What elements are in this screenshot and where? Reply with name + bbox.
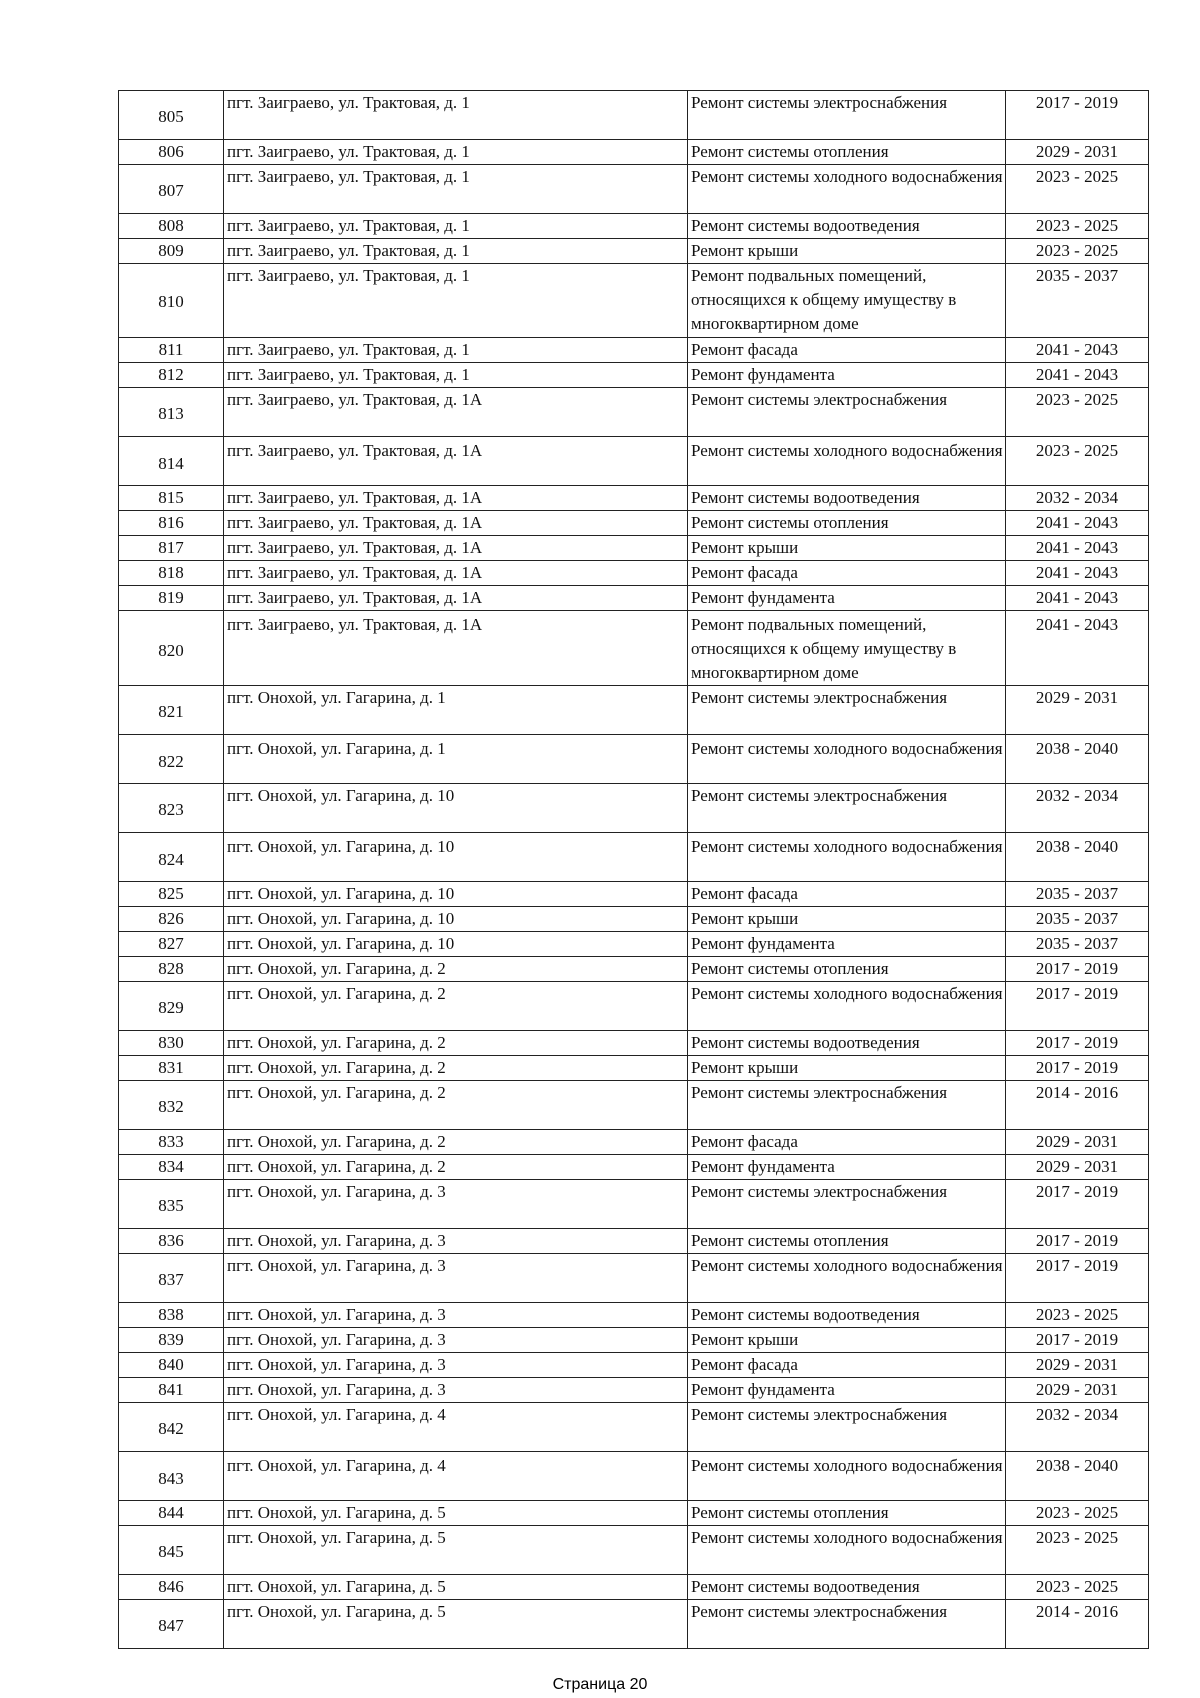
- row-number-cell: 806: [119, 140, 224, 165]
- table-row: [119, 363, 1149, 388]
- row-number-cell: 840: [119, 1353, 224, 1378]
- table-row: [119, 982, 1149, 1031]
- period-cell: 2017 - 2019: [1006, 1056, 1149, 1081]
- work-type-cell: Ремонт системы отопления: [688, 1229, 1006, 1254]
- period-cell: 2017 - 2019: [1006, 1031, 1149, 1056]
- work-type-cell: Ремонт системы электроснабжения: [688, 388, 1006, 437]
- address-cell: пгт. Онохой, ул. Гагарина, д. 1: [224, 735, 688, 784]
- table-row: [119, 1600, 1149, 1649]
- row-number-cell: 805: [119, 91, 224, 140]
- row-number-cell: 838: [119, 1303, 224, 1328]
- period-cell: 2017 - 2019: [1006, 1180, 1149, 1229]
- period-cell: 2017 - 2019: [1006, 982, 1149, 1031]
- address-cell: пгт. Онохой, ул. Гагарина, д. 10: [224, 833, 688, 882]
- table-row: [119, 1056, 1149, 1081]
- work-type-cell: Ремонт системы водоотведения: [688, 214, 1006, 239]
- row-number-cell: 839: [119, 1328, 224, 1353]
- address-cell: пгт. Заиграево, ул. Трактовая, д. 1А: [224, 536, 688, 561]
- table-row: [119, 338, 1149, 363]
- row-number-cell: 818: [119, 561, 224, 586]
- row-number-cell: 812: [119, 363, 224, 388]
- row-number-cell: 824: [119, 833, 224, 882]
- period-cell: 2041 - 2043: [1006, 611, 1149, 686]
- work-type-cell: Ремонт системы холодного водоснабжения: [688, 735, 1006, 784]
- table-row: [119, 140, 1149, 165]
- table-row: [119, 1081, 1149, 1130]
- period-cell: 2035 - 2037: [1006, 907, 1149, 932]
- work-type-cell: Ремонт системы электроснабжения: [688, 686, 1006, 735]
- row-number-cell: 832: [119, 1081, 224, 1130]
- work-type-cell: Ремонт системы холодного водоснабжения: [688, 982, 1006, 1031]
- period-cell: 2017 - 2019: [1006, 1229, 1149, 1254]
- period-cell: 2023 - 2025: [1006, 165, 1149, 214]
- table-row: [119, 437, 1149, 486]
- work-type-cell: Ремонт системы водоотведения: [688, 1031, 1006, 1056]
- period-cell: 2029 - 2031: [1006, 1353, 1149, 1378]
- table-row: [119, 1575, 1149, 1600]
- row-number-cell: 817: [119, 536, 224, 561]
- address-cell: пгт. Заиграево, ул. Трактовая, д. 1: [224, 165, 688, 214]
- address-cell: пгт. Онохой, ул. Гагарина, д. 5: [224, 1501, 688, 1526]
- address-cell: пгт. Онохой, ул. Гагарина, д. 3: [224, 1229, 688, 1254]
- address-cell: пгт. Заиграево, ул. Трактовая, д. 1А: [224, 511, 688, 536]
- address-cell: пгт. Онохой, ул. Гагарина, д. 3: [224, 1378, 688, 1403]
- period-cell: 2023 - 2025: [1006, 437, 1149, 486]
- work-type-cell: Ремонт крыши: [688, 1056, 1006, 1081]
- row-number-cell: 809: [119, 239, 224, 264]
- row-number-cell: 845: [119, 1526, 224, 1575]
- period-cell: 2023 - 2025: [1006, 239, 1149, 264]
- period-cell: 2029 - 2031: [1006, 1378, 1149, 1403]
- work-type-cell: Ремонт фундамента: [688, 363, 1006, 388]
- work-type-cell: Ремонт подвальных помещений, относящихся к общему имуществу в многоквартирном доме: [688, 611, 1006, 686]
- table-row: [119, 1328, 1149, 1353]
- period-cell: 2029 - 2031: [1006, 686, 1149, 735]
- row-number-cell: 810: [119, 264, 224, 338]
- address-cell: пгт. Заиграево, ул. Трактовая, д. 1А: [224, 388, 688, 437]
- row-number-cell: 822: [119, 735, 224, 784]
- period-cell: 2038 - 2040: [1006, 1452, 1149, 1501]
- period-cell: 2041 - 2043: [1006, 586, 1149, 611]
- period-cell: 2041 - 2043: [1006, 561, 1149, 586]
- table-row: [119, 907, 1149, 932]
- address-cell: пгт. Онохой, ул. Гагарина, д. 10: [224, 932, 688, 957]
- row-number-cell: 830: [119, 1031, 224, 1056]
- period-cell: 2041 - 2043: [1006, 363, 1149, 388]
- table-row: [119, 1254, 1149, 1303]
- table-row: [119, 611, 1149, 686]
- address-cell: пгт. Онохой, ул. Гагарина, д. 2: [224, 1155, 688, 1180]
- table-row: [119, 1130, 1149, 1155]
- address-cell: пгт. Онохой, ул. Гагарина, д. 2: [224, 1031, 688, 1056]
- work-type-cell: Ремонт системы отопления: [688, 957, 1006, 982]
- row-number-cell: 842: [119, 1403, 224, 1452]
- address-cell: пгт. Онохой, ул. Гагарина, д. 10: [224, 882, 688, 907]
- address-cell: пгт. Онохой, ул. Гагарина, д. 1: [224, 686, 688, 735]
- row-number-cell: 815: [119, 486, 224, 511]
- address-cell: пгт. Онохой, ул. Гагарина, д. 2: [224, 1056, 688, 1081]
- address-cell: пгт. Заиграево, ул. Трактовая, д. 1А: [224, 437, 688, 486]
- table-row: [119, 586, 1149, 611]
- table-row: [119, 1452, 1149, 1501]
- work-type-cell: Ремонт крыши: [688, 536, 1006, 561]
- works-table: [118, 90, 1149, 1649]
- period-cell: 2032 - 2034: [1006, 1403, 1149, 1452]
- table-row: [119, 1155, 1149, 1180]
- table-row: [119, 1526, 1149, 1575]
- work-type-cell: Ремонт системы холодного водоснабжения: [688, 437, 1006, 486]
- period-cell: 2023 - 2025: [1006, 388, 1149, 437]
- work-type-cell: Ремонт системы водоотведения: [688, 1575, 1006, 1600]
- works-table-body: [119, 91, 1149, 1649]
- period-cell: 2035 - 2037: [1006, 264, 1149, 338]
- address-cell: пгт. Заиграево, ул. Трактовая, д. 1: [224, 140, 688, 165]
- period-cell: 2032 - 2034: [1006, 784, 1149, 833]
- table-row: [119, 1229, 1149, 1254]
- row-number-cell: 828: [119, 957, 224, 982]
- address-cell: пгт. Заиграево, ул. Трактовая, д. 1: [224, 91, 688, 140]
- work-type-cell: Ремонт фасада: [688, 882, 1006, 907]
- period-cell: 2023 - 2025: [1006, 1303, 1149, 1328]
- row-number-cell: 820: [119, 611, 224, 686]
- table-row: [119, 91, 1149, 140]
- table-row: [119, 561, 1149, 586]
- period-cell: 2014 - 2016: [1006, 1600, 1149, 1649]
- address-cell: пгт. Онохой, ул. Гагарина, д. 3: [224, 1254, 688, 1303]
- period-cell: 2035 - 2037: [1006, 882, 1149, 907]
- page-footer: Страница 20: [552, 1676, 648, 1693]
- work-type-cell: Ремонт системы холодного водоснабжения: [688, 165, 1006, 214]
- work-type-cell: Ремонт системы холодного водоснабжения: [688, 1254, 1006, 1303]
- period-cell: 2041 - 2043: [1006, 511, 1149, 536]
- address-cell: пгт. Заиграево, ул. Трактовая, д. 1: [224, 363, 688, 388]
- row-number-cell: 825: [119, 882, 224, 907]
- work-type-cell: Ремонт фундамента: [688, 586, 1006, 611]
- work-type-cell: Ремонт фундамента: [688, 932, 1006, 957]
- work-type-cell: Ремонт системы холодного водоснабжения: [688, 1452, 1006, 1501]
- row-number-cell: 808: [119, 214, 224, 239]
- work-type-cell: Ремонт системы отопления: [688, 140, 1006, 165]
- address-cell: пгт. Онохой, ул. Гагарина, д. 5: [224, 1575, 688, 1600]
- period-cell: 2017 - 2019: [1006, 91, 1149, 140]
- table-row: [119, 932, 1149, 957]
- row-number-cell: 843: [119, 1452, 224, 1501]
- period-cell: 2041 - 2043: [1006, 338, 1149, 363]
- address-cell: пгт. Онохой, ул. Гагарина, д. 5: [224, 1600, 688, 1649]
- period-cell: 2017 - 2019: [1006, 1328, 1149, 1353]
- address-cell: пгт. Онохой, ул. Гагарина, д. 2: [224, 1081, 688, 1130]
- address-cell: пгт. Онохой, ул. Гагарина, д. 3: [224, 1303, 688, 1328]
- address-cell: пгт. Заиграево, ул. Трактовая, д. 1: [224, 338, 688, 363]
- work-type-cell: Ремонт крыши: [688, 239, 1006, 264]
- work-type-cell: Ремонт фундамента: [688, 1155, 1006, 1180]
- row-number-cell: 816: [119, 511, 224, 536]
- work-type-cell: Ремонт системы электроснабжения: [688, 1600, 1006, 1649]
- period-cell: 2023 - 2025: [1006, 1575, 1149, 1600]
- address-cell: пгт. Онохой, ул. Гагарина, д. 4: [224, 1403, 688, 1452]
- table-row: [119, 957, 1149, 982]
- period-cell: 2041 - 2043: [1006, 536, 1149, 561]
- period-cell: 2023 - 2025: [1006, 1501, 1149, 1526]
- address-cell: пгт. Онохой, ул. Гагарина, д. 2: [224, 1130, 688, 1155]
- table-row: [119, 735, 1149, 784]
- table-row: [119, 536, 1149, 561]
- period-cell: 2017 - 2019: [1006, 957, 1149, 982]
- table-row: [119, 165, 1149, 214]
- work-type-cell: Ремонт системы холодного водоснабжения: [688, 1526, 1006, 1575]
- table-row: [119, 214, 1149, 239]
- address-cell: пгт. Заиграево, ул. Трактовая, д. 1А: [224, 561, 688, 586]
- period-cell: 2032 - 2034: [1006, 486, 1149, 511]
- work-type-cell: Ремонт системы водоотведения: [688, 1303, 1006, 1328]
- address-cell: пгт. Заиграево, ул. Трактовая, д. 1А: [224, 586, 688, 611]
- period-cell: 2017 - 2019: [1006, 1254, 1149, 1303]
- address-cell: пгт. Онохой, ул. Гагарина, д. 3: [224, 1328, 688, 1353]
- address-cell: пгт. Заиграево, ул. Трактовая, д. 1: [224, 264, 688, 338]
- work-type-cell: Ремонт системы электроснабжения: [688, 1081, 1006, 1130]
- work-type-cell: Ремонт системы водоотведения: [688, 486, 1006, 511]
- table-row: [119, 239, 1149, 264]
- work-type-cell: Ремонт крыши: [688, 1328, 1006, 1353]
- address-cell: пгт. Онохой, ул. Гагарина, д. 2: [224, 957, 688, 982]
- table-row: [119, 1501, 1149, 1526]
- table-row: [119, 511, 1149, 536]
- row-number-cell: 814: [119, 437, 224, 486]
- row-number-cell: 833: [119, 1130, 224, 1155]
- row-number-cell: 841: [119, 1378, 224, 1403]
- address-cell: пгт. Онохой, ул. Гагарина, д. 3: [224, 1353, 688, 1378]
- period-cell: 2029 - 2031: [1006, 140, 1149, 165]
- work-type-cell: Ремонт фасада: [688, 1353, 1006, 1378]
- row-number-cell: 821: [119, 686, 224, 735]
- period-cell: 2014 - 2016: [1006, 1081, 1149, 1130]
- period-cell: 2029 - 2031: [1006, 1155, 1149, 1180]
- table-row: [119, 1303, 1149, 1328]
- row-number-cell: 846: [119, 1575, 224, 1600]
- address-cell: пгт. Заиграево, ул. Трактовая, д. 1: [224, 214, 688, 239]
- address-cell: пгт. Заиграево, ул. Трактовая, д. 1: [224, 239, 688, 264]
- table-row: [119, 264, 1149, 338]
- work-type-cell: Ремонт системы отопления: [688, 511, 1006, 536]
- row-number-cell: 813: [119, 388, 224, 437]
- address-cell: пгт. Онохой, ул. Гагарина, д. 10: [224, 907, 688, 932]
- row-number-cell: 827: [119, 932, 224, 957]
- work-type-cell: Ремонт системы электроснабжения: [688, 91, 1006, 140]
- table-row: [119, 882, 1149, 907]
- row-number-cell: 819: [119, 586, 224, 611]
- row-number-cell: 829: [119, 982, 224, 1031]
- work-type-cell: Ремонт фасада: [688, 561, 1006, 586]
- table-row: [119, 388, 1149, 437]
- row-number-cell: 826: [119, 907, 224, 932]
- period-cell: 2038 - 2040: [1006, 833, 1149, 882]
- address-cell: пгт. Онохой, ул. Гагарина, д. 5: [224, 1526, 688, 1575]
- row-number-cell: 831: [119, 1056, 224, 1081]
- work-type-cell: Ремонт системы отопления: [688, 1501, 1006, 1526]
- row-number-cell: 844: [119, 1501, 224, 1526]
- row-number-cell: 837: [119, 1254, 224, 1303]
- work-type-cell: Ремонт фасада: [688, 1130, 1006, 1155]
- work-type-cell: Ремонт фасада: [688, 338, 1006, 363]
- period-cell: 2023 - 2025: [1006, 1526, 1149, 1575]
- table-row: [119, 784, 1149, 833]
- address-cell: пгт. Заиграево, ул. Трактовая, д. 1А: [224, 486, 688, 511]
- work-type-cell: Ремонт системы электроснабжения: [688, 784, 1006, 833]
- row-number-cell: 811: [119, 338, 224, 363]
- table-row: [119, 686, 1149, 735]
- table-row: [119, 1031, 1149, 1056]
- work-type-cell: Ремонт фундамента: [688, 1378, 1006, 1403]
- work-type-cell: Ремонт системы электроснабжения: [688, 1403, 1006, 1452]
- work-type-cell: Ремонт крыши: [688, 907, 1006, 932]
- address-cell: пгт. Онохой, ул. Гагарина, д. 4: [224, 1452, 688, 1501]
- period-cell: 2035 - 2037: [1006, 932, 1149, 957]
- table-row: [119, 486, 1149, 511]
- address-cell: пгт. Онохой, ул. Гагарина, д. 10: [224, 784, 688, 833]
- table-row: [119, 1378, 1149, 1403]
- work-type-cell: Ремонт системы электроснабжения: [688, 1180, 1006, 1229]
- period-cell: 2023 - 2025: [1006, 214, 1149, 239]
- row-number-cell: 847: [119, 1600, 224, 1649]
- table-row: [119, 1353, 1149, 1378]
- work-type-cell: Ремонт подвальных помещений, относящихся к общему имуществу в многоквартирном доме: [688, 264, 1006, 338]
- row-number-cell: 834: [119, 1155, 224, 1180]
- address-cell: пгт. Онохой, ул. Гагарина, д. 3: [224, 1180, 688, 1229]
- row-number-cell: 836: [119, 1229, 224, 1254]
- row-number-cell: 807: [119, 165, 224, 214]
- period-cell: 2038 - 2040: [1006, 735, 1149, 784]
- table-row: [119, 833, 1149, 882]
- address-cell: пгт. Онохой, ул. Гагарина, д. 2: [224, 982, 688, 1031]
- work-type-cell: Ремонт системы холодного водоснабжения: [688, 833, 1006, 882]
- row-number-cell: 823: [119, 784, 224, 833]
- address-cell: пгт. Заиграево, ул. Трактовая, д. 1А: [224, 611, 688, 686]
- period-cell: 2029 - 2031: [1006, 1130, 1149, 1155]
- table-row: [119, 1403, 1149, 1452]
- table-row: [119, 1180, 1149, 1229]
- row-number-cell: 835: [119, 1180, 224, 1229]
